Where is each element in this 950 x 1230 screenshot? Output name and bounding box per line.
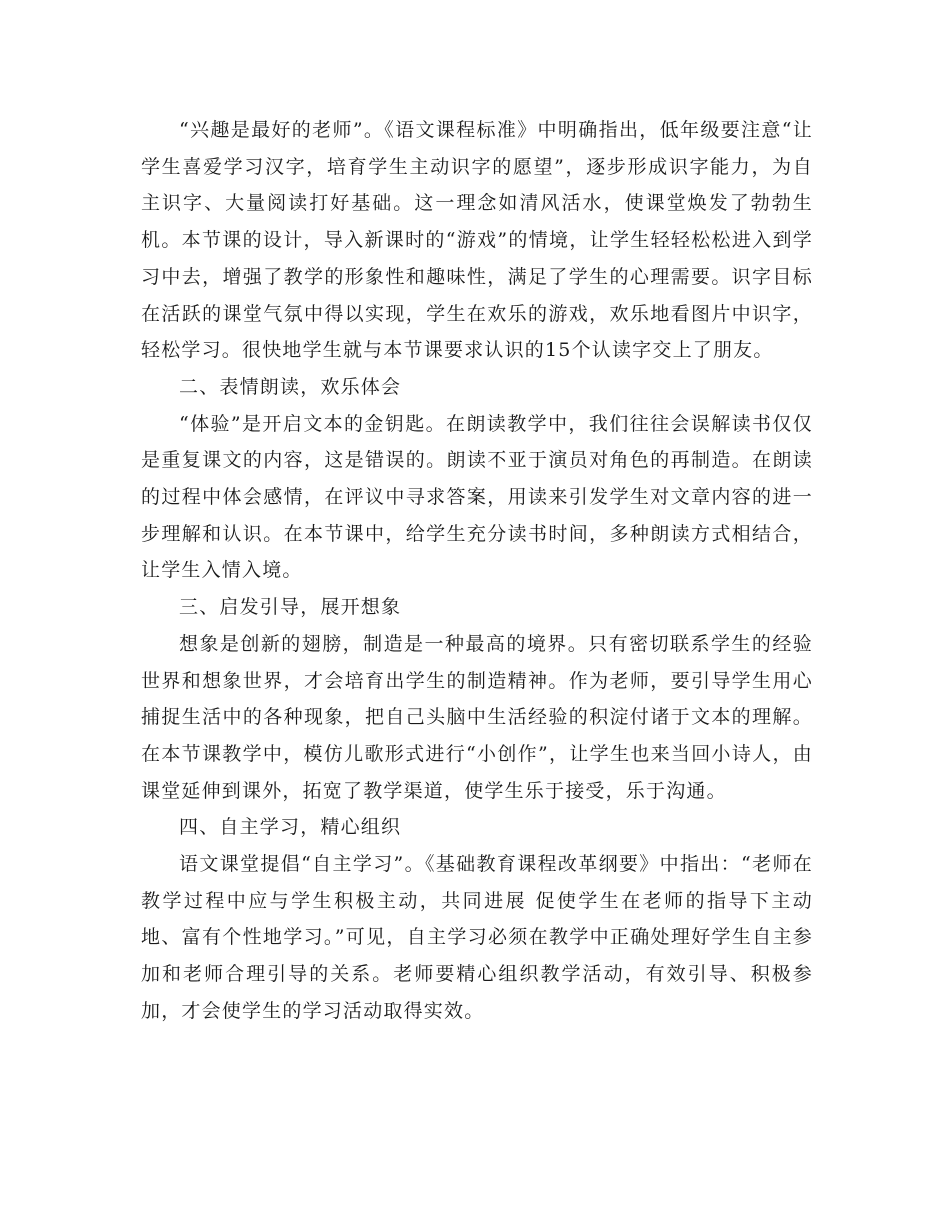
section-heading-reading: 二、表情朗读，欢乐体会	[179, 375, 402, 398]
section-heading-autonomy: 四、自主学习，精心组织	[179, 816, 402, 839]
section-heading-imagination: 三、启发引导，展开想象	[179, 596, 402, 619]
paragraph-imagination: 想象是创新的翅膀，制造是一种最高的境界。只有密切联系学生的经验世界和想象世界，才会培育出学生的制造精神。作为老师，要引导学生用心捕捉生活中的各种现象，把自己头脑中生活经验的积淀付诸于文本的理解。在本节课教学中，模仿儿歌形式进行“小创作”，让学生也来当回小诗人，由课堂延伸到课外，拓宽了教学渠道，使学生乐于接受，乐于沟通。	[141, 632, 813, 802]
paragraph-autonomy: 语文课堂提倡“自主学习”。《基础教育课程改革纲要》中指出：“老师在教学过程中应与学生积极主动，共同进展 促使学生在老师的指导下主动地、富有个性地学习。”可见，自主学习必须在教学中正确处理好学生自主参加和老师合理引导的关系。老师要精心组织教学活动，有效引导、积极参加，才会使学生的学习活动取得实效。	[141, 853, 813, 1022]
paragraph-experience: “体验”是开启文本的金钥匙。在朗读教学中，我们往往会误解读书仅仅是重复课文的内容，这是错误的。朗读不亚于演员对角色的再制造。在朗读的过程中体会感情，在评议中寻求答案，用读来引发学生对文章内容的进一步理解和认识。在本节课中，给学生充分读书时间，多种朗读方式相结合，让学生入情入境。	[141, 412, 813, 582]
document-body	[141, 112, 813, 1030]
paragraph-interest: “兴趣是最好的老师”。《语文课程标准》中明确指出，低年级要注意“让学生喜爱学习汉字，培育学生主动识字的愿望”，逐步形成识字能力，为自主识字、大量阅读打好基础。这一理念如清风活水，使课堂焕发了勃勃生机。本节课的设计，导入新课时的“游戏”的情境，让学生轻轻松松进入到学习中去，增强了教学的形象性和趣味性，满足了学生的心理需要。识字目标在活跃的课堂气氛中得以实现，学生在欢乐的游戏，欢乐地看图片中识字，轻松学习。很快地学生就与本节课要求认识的15个认读字交上了朋友。	[141, 119, 813, 362]
